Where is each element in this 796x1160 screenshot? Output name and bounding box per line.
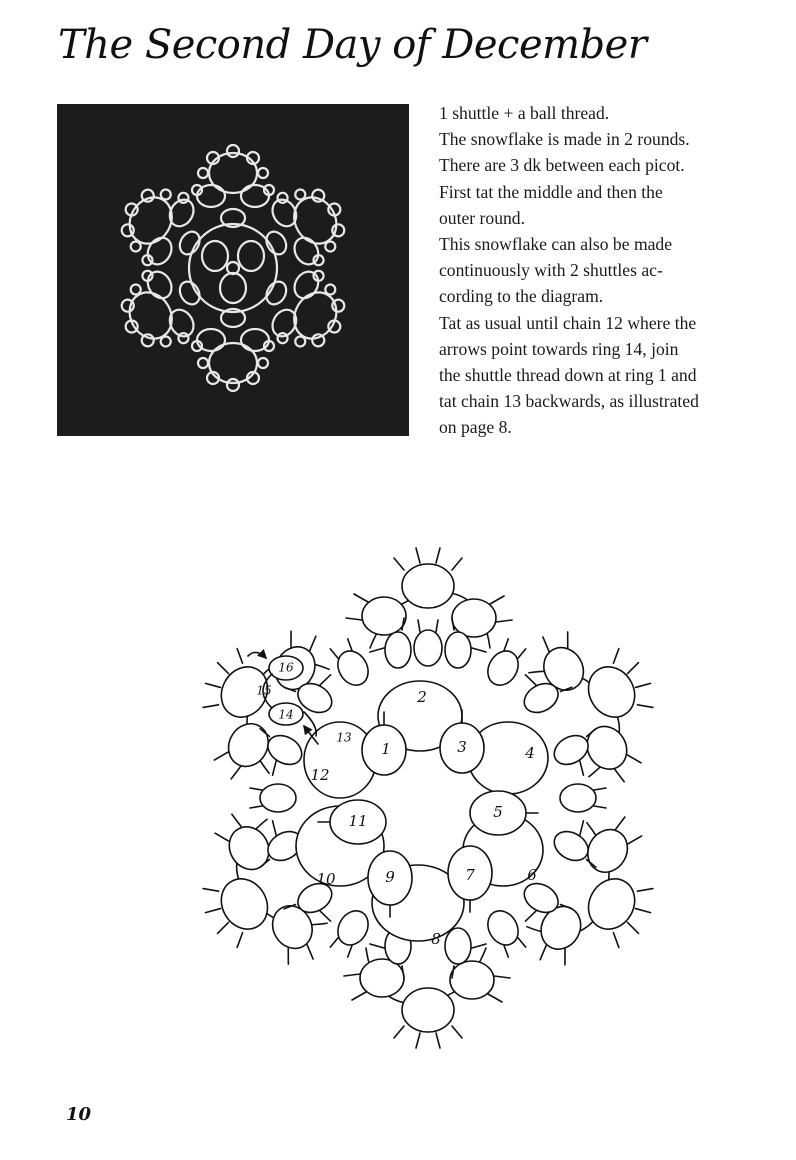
ring-label: 6 bbox=[527, 866, 537, 884]
tatting-diagram-icon bbox=[78, 498, 778, 1098]
snowflake-photo bbox=[57, 104, 409, 436]
ring-label: 7 bbox=[465, 866, 475, 884]
ring-label: 2 bbox=[417, 688, 427, 706]
instruction-line: The snowflake is made in 2 rounds. bbox=[439, 129, 690, 150]
ring-label: 13 bbox=[336, 730, 352, 745]
ring-label: 5 bbox=[493, 803, 503, 821]
page-number: 10 bbox=[66, 1104, 92, 1125]
ring-label: 11 bbox=[348, 812, 368, 830]
instruction-line: cording to the diagram. bbox=[439, 286, 604, 307]
tatting-diagram bbox=[78, 498, 778, 1098]
instruction-line: 1 shuttle + a ball thread. bbox=[439, 103, 610, 123]
ring-label: 16 bbox=[278, 660, 294, 675]
instruction-line: continuously with 2 shuttles ac- bbox=[439, 260, 663, 281]
ring-label: 14 bbox=[278, 707, 294, 722]
ring-label: 10 bbox=[316, 870, 336, 888]
instruction-line: tat chain 13 backwards, as illustrated bbox=[439, 391, 699, 412]
instruction-line: on page 8. bbox=[439, 417, 512, 438]
ring-label: 9 bbox=[385, 868, 395, 886]
ring-label: 8 bbox=[431, 930, 441, 948]
instruction-line: This snowflake can also be made bbox=[439, 234, 673, 255]
ring-label: 4 bbox=[525, 744, 535, 762]
instruction-line: arrows point towards ring 14, join bbox=[439, 338, 679, 359]
page-title: The Second Day of December bbox=[58, 22, 647, 68]
ring-label: 3 bbox=[457, 738, 467, 756]
ring-label: 1 bbox=[381, 740, 391, 758]
instruction-line: Tat as usual until chain 12 where the bbox=[439, 312, 697, 333]
ring-label: 15 bbox=[256, 683, 272, 698]
instruction-line: There are 3 dk between each picot. bbox=[439, 155, 685, 176]
snowflake-photo-icon bbox=[57, 104, 409, 436]
instruction-line: First tat the middle and then the bbox=[439, 181, 663, 202]
ring-label: 12 bbox=[310, 766, 330, 784]
instructions-text bbox=[439, 100, 789, 441]
instruction-line: outer round. bbox=[439, 207, 525, 228]
instruction-line: the shuttle thread down at ring 1 and bbox=[439, 365, 697, 386]
